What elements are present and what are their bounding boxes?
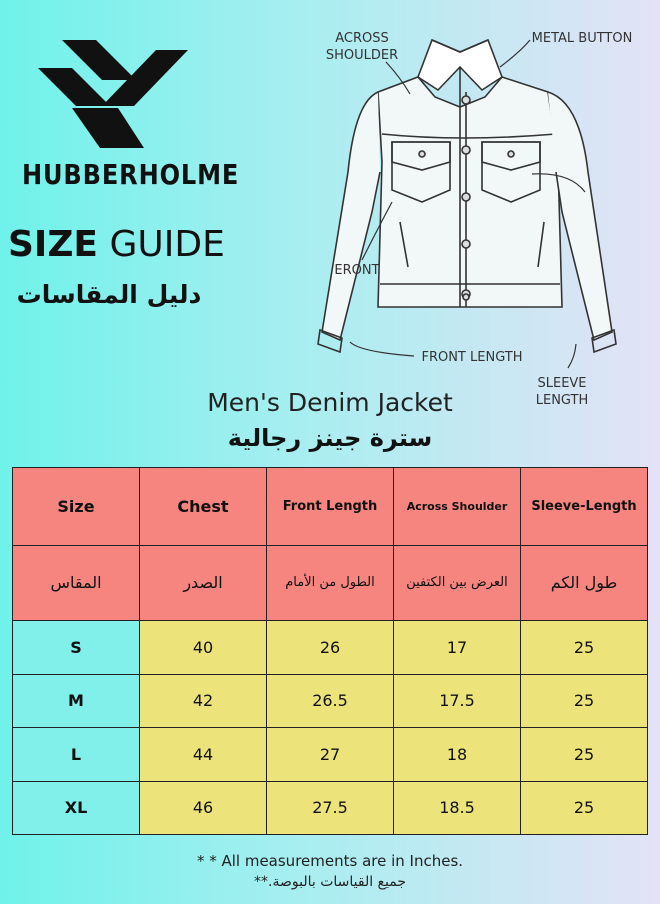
chest-cell: 42	[140, 674, 267, 727]
chest-cell: 44	[140, 728, 267, 781]
size-cell: M	[13, 674, 140, 727]
header-sleeve-length-ar: طول الكم	[521, 545, 648, 621]
header-chest-ar: الصدر	[140, 545, 267, 621]
brand-name: HUBBERHOLME	[22, 158, 240, 191]
size-table	[12, 467, 648, 835]
size-guide-title-ar: دليل المقاسات	[16, 280, 202, 309]
label-across-shoulder-line1: ACROSS	[335, 31, 389, 46]
sleeve-length-cell: 25	[521, 728, 648, 781]
header-front-length: Front Length	[267, 468, 394, 546]
size-guide-title	[8, 224, 225, 265]
product-title-ar: سترة جينز رجالية	[227, 424, 433, 452]
header-size: Size	[13, 468, 140, 546]
table-row	[13, 674, 648, 727]
label-metal-button: METAL BUTTON	[531, 31, 633, 46]
header-across-shoulder-ar: العرض بين الكتفين	[394, 545, 521, 621]
brand-logo-icon	[38, 40, 188, 150]
product-title: Men's Denim Jacket	[207, 388, 453, 417]
front-length-cell: 27.5	[267, 781, 394, 835]
header-row	[13, 468, 648, 546]
size-cell: L	[13, 728, 140, 781]
chest-cell: 46	[140, 781, 267, 835]
measurement-note-ar: جميع القياسات بالبوصة.**	[254, 874, 406, 890]
header-row-ar	[13, 545, 648, 621]
front-length-cell: 27	[267, 728, 394, 781]
sleeve-length-cell: 25	[521, 621, 648, 674]
size-guide-bold: SIZE	[8, 224, 99, 265]
label-across-shoulder-line2: SHOULDER	[325, 48, 399, 63]
label-across-shoulder	[322, 30, 402, 64]
header-chest: Chest	[140, 468, 267, 546]
label-sleeve-length-line2: LENGTH	[535, 393, 589, 408]
table-row	[13, 728, 648, 781]
size-guide-rest: GUIDE	[109, 224, 225, 265]
across-shoulder-cell: 17	[394, 621, 521, 674]
label-eront: ERONT	[334, 263, 380, 278]
jacket-illustration	[318, 40, 616, 352]
size-cell: S	[13, 621, 140, 674]
size-cell: XL	[13, 781, 140, 835]
header-sleeve-length: Sleeve-Length	[521, 468, 648, 546]
header-front-length-ar: الطول من الأمام	[267, 545, 394, 621]
label-sleeve-length-line1: SLEEVE	[537, 376, 587, 391]
across-shoulder-cell: 17.5	[394, 674, 521, 727]
chest-cell: 40	[140, 621, 267, 674]
header-size-ar: المقاس	[13, 545, 140, 621]
table-row	[13, 781, 648, 835]
measurement-note: * * All measurements are in Inches.	[196, 852, 464, 870]
header-across-shoulder: Across Shoulder	[394, 468, 521, 546]
front-length-cell: 26	[267, 621, 394, 674]
across-shoulder-cell: 18.5	[394, 781, 521, 835]
across-shoulder-cell: 18	[394, 728, 521, 781]
label-front-length: FRONT LENGTH	[421, 350, 523, 365]
front-length-cell: 26.5	[267, 674, 394, 727]
table-row	[13, 621, 648, 674]
sleeve-length-cell: 25	[521, 674, 648, 727]
sleeve-length-cell: 25	[521, 781, 648, 835]
